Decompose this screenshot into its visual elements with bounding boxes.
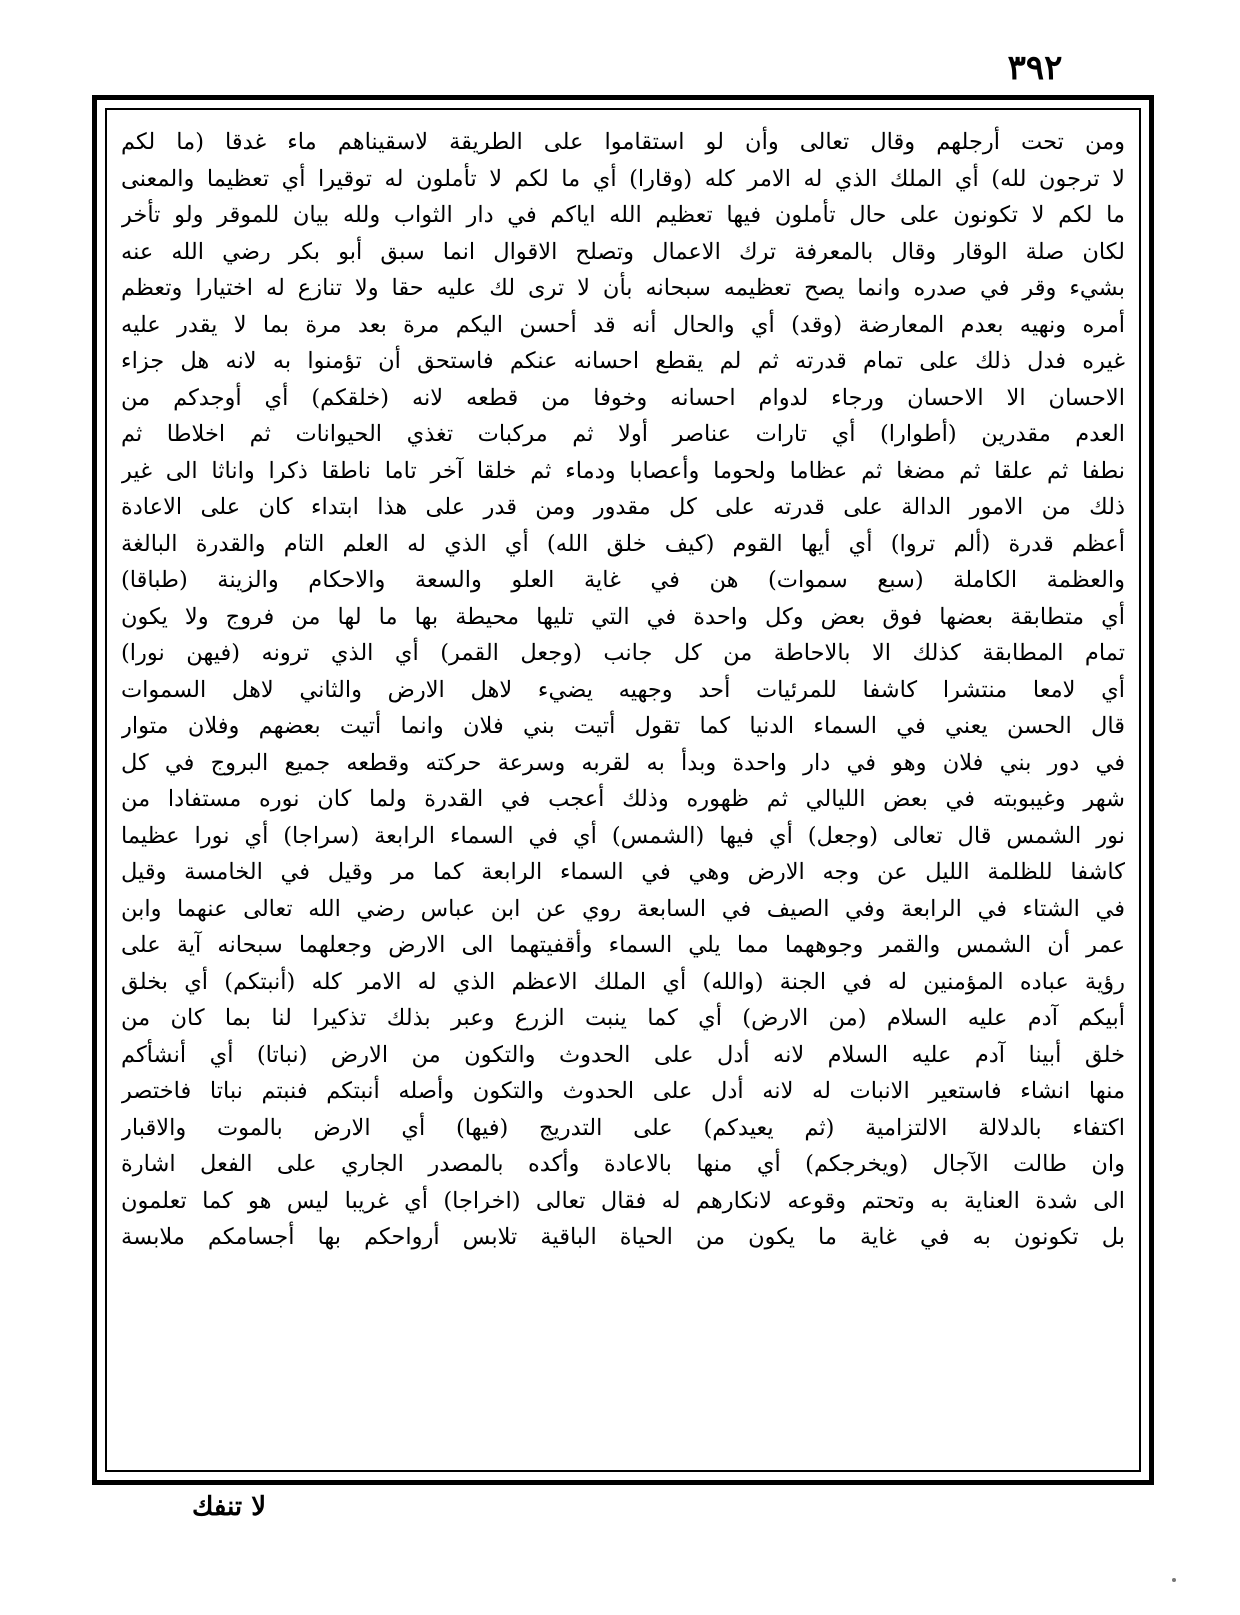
text-line: اكتفاء بالدلالة الالتزامية (ثم يعيدكم) على التدريج (فيها) أي الارض بالموت والاقبار	[121, 1114, 1125, 1141]
text-line: أعظم قدرة (ألم تروا) أي أيها القوم (كيف خلق الله) أي الذي له العلم التام والقدرة البالغة	[121, 530, 1125, 557]
text-line: خلق أبينا آدم عليه السلام لانه أدل على الحدوث والتكون من الارض (نباتا) أي أنشأكم	[121, 1041, 1125, 1068]
page-frame	[92, 95, 1154, 1485]
text-line: الاحسان الا الاحسان ورجاء لدوام احسانه وخوفا من قطعه لانه (خلقكم) أي أوجدكم من	[121, 384, 1125, 411]
text-line: أي لامعا منتشرا كاشفا للمرئيات أحد وجهيه يضيء لاهل الارض والثاني لاهل السموات	[121, 676, 1125, 703]
text-line: أمره ونهيه بعدم المعارضة (وقد) أي والحال أنه قد أحسن اليكم مرة بعد مرة بما لا يقدر عليه	[121, 311, 1125, 338]
text-line: منها انشاء فاستعير الانبات له لانه أدل على الحدوث والتكون وأصله أنبتكم فنبتم نباتا فاختصر	[121, 1078, 1125, 1104]
text-line: غيره فدل ذلك على تمام قدرته ثم لم يقطع احسانه عنكم فاستحق أن تؤمنوا به لانه هل جزاء	[121, 348, 1125, 374]
text-body	[121, 124, 1125, 1468]
text-line: في دور بني فلان وهو في دار واحدة وبدأ به لقربه وسرعة حركته وقطعه جميع البروج في كل	[121, 749, 1125, 776]
text-line: رؤية عباده المؤمنين له في الجنة (والله) أي الملك الاعظم الذي له الامر كله (أنبتكم) أي بخلق	[121, 968, 1125, 995]
text-line: قال الحسن يعني في السماء الدنيا كما تقول أتيت بني فلان وانما أتيت بعضهم وفلان متوار	[121, 713, 1125, 739]
text-line: بشيء وقر في صدره وانما يصح تعظيمه سبحانه بأن لا ترى لك عليه حقا ولا تنازع له اختيارا وتعظم	[121, 275, 1125, 301]
text-line: شهر وغيبوبته في بعض الليالي ثم ظهوره وذلك أعجب في القدرة ولما كان نوره مستفادا من	[121, 786, 1125, 812]
page-number: ٣٩٢	[1007, 48, 1063, 88]
text-line: تمام المطابقة كذلك الا بالاحاطة من كل جانب (وجعل القمر) أي الذي ترونه (فيهن نورا)	[121, 640, 1125, 666]
text-line: والعظمة الكاملة (سبع سموات) هن في غاية العلو والسعة والاحكام والزينة (طباقا)	[121, 567, 1125, 593]
text-line: لا ترجون لله) أي الملك الذي له الامر كله (وقارا) أي ما لكم لا تأملون له توقيرا أي تعظيما والمعنى	[121, 165, 1125, 192]
text-line: ذلك من الامور الدالة على قدرته على كل مقدور ومن قدر على هذا ابتداء كان على الاعادة	[121, 494, 1125, 520]
scan-dot	[1172, 1578, 1176, 1582]
text-line: لكان صلة الوقار وقال بالمعرفة ترك الاعمال وتصلح الاقوال انما سبق أبو بكر رضي الله عنه	[121, 238, 1125, 265]
text-line: وان طالت الآجال (ويخرجكم) أي منها بالاعادة وأكده بالمصدر الجاري على الفعل اشارة	[121, 1151, 1125, 1177]
text-line: العدم مقدرين (أطوارا) أي تارات عناصر أولا ثم مركبات تغذي الحيوانات ثم اخلاطا ثم	[121, 421, 1125, 447]
text-line: نطفا ثم علقا ثم مضغا ثم عظاما ولحوما وأعصابا ودماء ثم خلقا آخر تاما ناطقا ذكرا واناثا الى غير	[121, 457, 1125, 484]
text-line: عمر أن الشمس والقمر وجوههما مما يلي السماء وأقفيتهما الى الارض وجعلهما سبحانه آية على	[121, 932, 1125, 958]
catchword: لا تنفك	[192, 1492, 267, 1522]
text-line: ومن تحت أرجلهم وقال تعالى وأن لو استقاموا على الطريقة لاسقيناهم ماء غدقا (ما لكم	[121, 129, 1125, 155]
text-line: الى شدة العناية به وتحتم وقوعه لانكارهم له فقال تعالى (اخراجا) أي غريبا ليس هو كما تعلمون	[121, 1187, 1125, 1214]
text-line: نور الشمس قال تعالى (وجعل) أي فيها (الشمس) أي في السماء الرابعة (سراجا) أي نورا عظيما	[121, 822, 1125, 849]
text-line: ما لكم لا تكونون على حال تأملون فيها تعظيم الله اياكم في دار الثواب ولله بيان للموقر ولو تأخر	[121, 202, 1125, 228]
text-line: كاشفا للظلمة الليل عن وجه الارض وهي في السماء الرابعة كما مر وقيل في الخامسة وقيل	[121, 859, 1125, 885]
text-line: أبيكم آدم عليه السلام (من الارض) أي كما ينبت الزرع وعبر بذلك تذكيرا لنا بما كان من	[121, 1005, 1125, 1031]
text-line: في الشتاء في الرابعة وفي الصيف في السابعة روي عن ابن عباس رضي الله تعالى عنهما وابن	[121, 895, 1125, 922]
text-line: أي متطابقة بعضها فوق بعض وكل واحدة في التي تليها محيطة بها ما لها من فروج ولا يكون	[121, 603, 1125, 630]
text-line: بل تكونون به في غاية ما يكون من الحياة الباقية تلابس أرواحكم بها أجسامكم ملابسة	[121, 1224, 1125, 1250]
